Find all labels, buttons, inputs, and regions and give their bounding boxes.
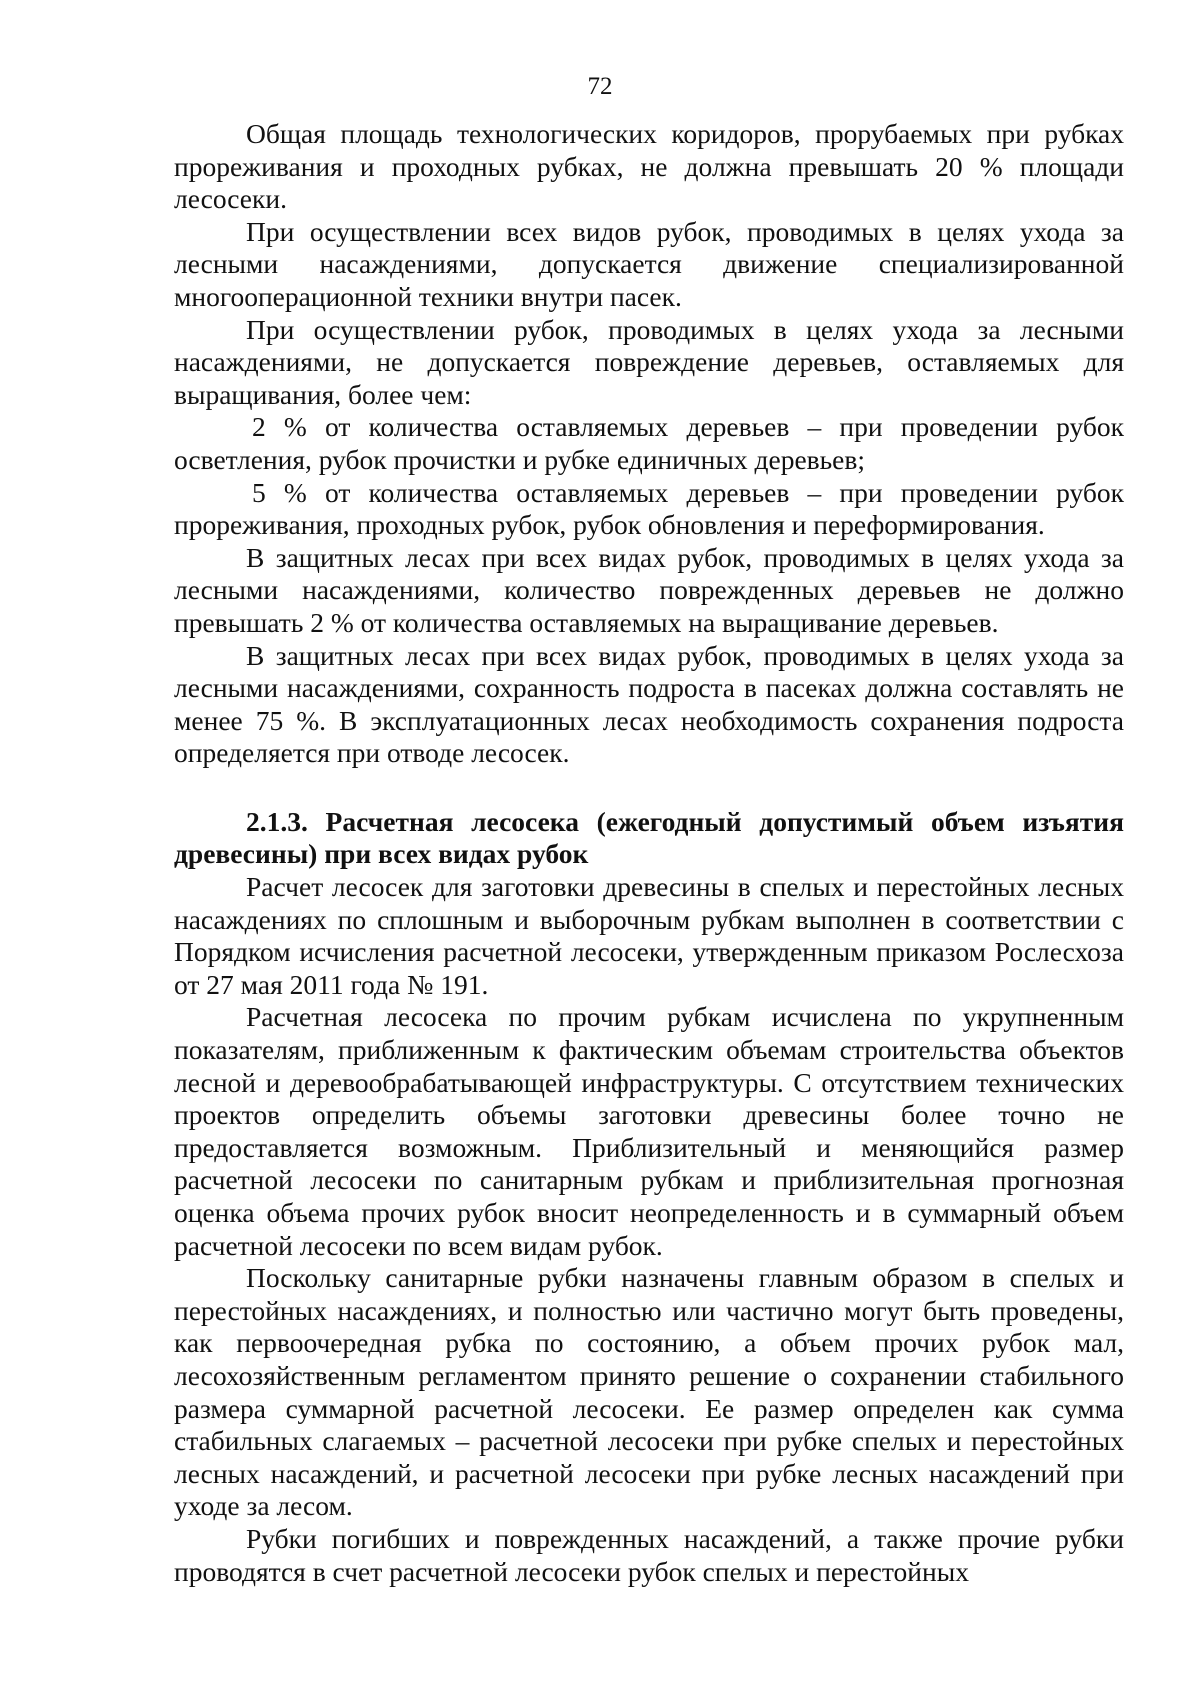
document-body (174, 118, 1124, 1588)
paragraph: При осуществлении рубок, проводимых в целях ухода за лесными насаждениями, не допускается повреждение деревьев, оставляемых для выращивания, более чем: (174, 313, 1124, 410)
paragraph: Расчетная лесосека по прочим рубкам исчислена по укрупненным показателям, приближенным к фактическим объемам строительства объектов лесной и деревообрабатывающей инфраструктуры. С отсутствием технических проектов определить объемы заготовки древесины более точно не предоставляется возможным. Приблизительный и меняющийся размер расчетной лесосеки по санитарным рубкам и приблизительная прогнозная оценка объема прочих рубок вносит неопределенность и в суммарный объем расчетной лесосеки по всем видам рубок. (174, 1001, 1124, 1261)
paragraph: Расчет лесосек для заготовки древесины в спелых и перестойных лесных насаждениях по сплошным и выборочным рубкам выполнен в соответствии с Порядком исчисления расчетной лесосеки, утвержденным приказом Рослесхоза от 27 мая 2011 года № 191. (174, 871, 1124, 1000)
paragraph: В защитных лесах при всех видах рубок, проводимых в целях ухода за лесными насаждениями, сохранность подроста в пасеках должна составлять не менее 75 %. В эксплуатационных лесах необходимость сохранения подроста определяется при отводе лесосек. (174, 639, 1124, 769)
paragraph: В защитных лесах при всех видах рубок, проводимых в целях ухода за лесными насаждениями, количество поврежденных деревьев не должно превышать 2 % от количества оставляемых на выращивание деревьев. (174, 541, 1124, 638)
list-item: 5 % от количества оставляемых деревьев – при проведении рубок прореживания, проходных рубок, рубок обновления и переформирования. (174, 476, 1124, 541)
list-item: 2 % от количества оставляемых деревьев – при проведении рубок осветления, рубок прочистки и рубке единичных деревьев; (174, 411, 1124, 475)
paragraph: Поскольку санитарные рубки назначены главным образом в спелых и перестойных насаждениях, и полностью или частично могут быть проведены, как первоочередная рубка по состоянию, а объем прочих рубок мал, лесохозяйственным регламентом принято решение о сохранении стабильного размера суммарной расчетной лесосеки. Ее размер определен как сумма стабильных слагаемых – расчетной лесосеки при рубке спелых и перестойных лесных насаждений, и расчетной лесосеки при рубке лесных насаждений при уходе за лесом. (174, 1262, 1124, 1522)
section-heading: 2.1.3. Расчетная лесосека (ежегодный допустимый объем изъятия древесины) при всех видах рубок (174, 805, 1124, 870)
paragraph: Общая площадь технологических коридоров, прорубаемых при рубках прореживания и проходных рубках, не должна превышать 20 % площади лесосеки. (174, 118, 1124, 215)
paragraph: Рубки погибших и поврежденных насаждений, а также прочие рубки проводятся в счет расчетной лесосеки рубок спелых и перестойных (174, 1522, 1124, 1587)
page-number: 72 (587, 73, 613, 100)
paragraph: При осуществлении всех видов рубок, проводимых в целях ухода за лесными насаждениями, допускается движение специализированной многооперационной техники внутри пасек. (174, 215, 1124, 312)
